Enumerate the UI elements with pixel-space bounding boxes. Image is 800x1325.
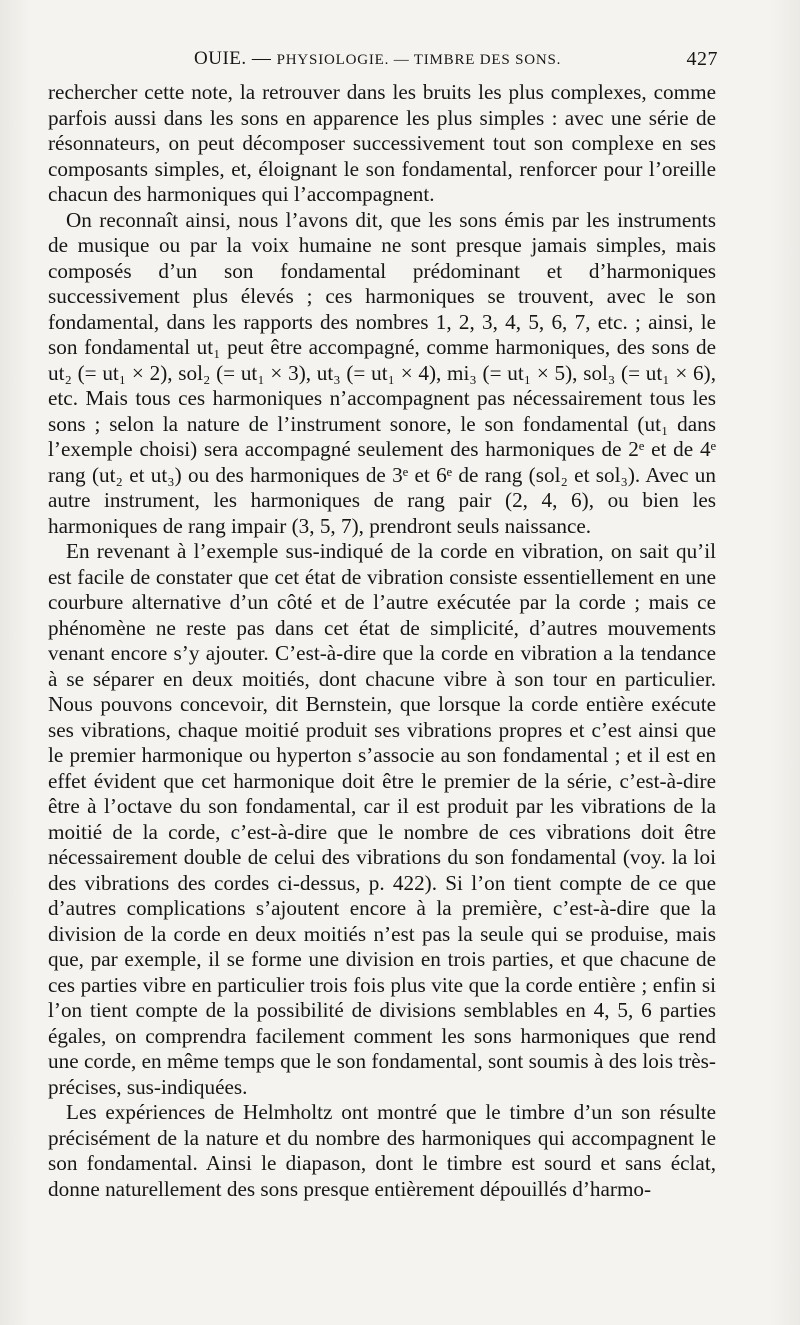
running-title-main: OUIE. —	[194, 48, 277, 69]
paragraph-2: On reconnaît ainsi, nous l’avons dit, que les sons émis par les instruments de musique ou par la voix humaine ne sont presque jamais simples, mais composés d’un son fondamental prédominant et d’harmoniques successivement plus élevés ; ces harmoniques se trouvent, avec le son fondamental, dans les rapports des nombres 1, 2, 3, 4, 5, 6, 7, etc. ; ainsi, le son fondamental ut₁ peut être accompagné, comme harmoniques, des sons de ut₂ (= ut₁ × 2), sol₂ (= ut₁ × 3), ut₃ (= ut₁ × 4), mi₃ (= ut₁ × 5), sol₃ (= ut₁ × 6), etc. Mais tous ces harmoniques n’accompagnent pas nécessairement tous les sons ; selon la nature de l’instrument sonore, le son fondamental (ut₁ dans l’exemple choisi) sera accompagné seulement des harmoniques de 2ᵉ et de 4ᵉ rang (ut₂ et ut₃) ou des harmoniques de 3ᵉ et 6ᵉ de rang (sol₂ et sol₃). Avec un autre instrument, les harmoniques de rang pair (2, 4, 6), ou bien les harmoniques de rang impair (3, 5, 7), prendront seuls naissance.	[48, 207, 716, 538]
running-title	[194, 48, 561, 70]
paragraph-3: En revenant à l’exemple sus-indiqué de la corde en vibration, on sait qu’il est facile de constater que cet état de vibration consiste essentiellement en une courbure alternative d’un côté et de l’autre exécutée par la corde ; mais ce phénomène ne reste pas dans cet état de simplicité, d’autres mouvements venant encore s’y ajouter. C’est-à-dire que la corde en vibration a la tendance à se séparer en deux moitiés, dont chacune vibre à son tour en particulier. Nous pouvons concevoir, dit Bernstein, que lorsque la corde entière exécute ses vibrations, chaque moitié produit ses vibrations propres et c’est ainsi que le premier harmonique ou hyperton s’associe au son fondamental ; et il est en effet évident que cet harmonique doit être le premier de la série, c’est-à-dire être à l’octave du son fondamental, car il est produit par les vibrations de la moitié de la corde, c’est-à-dire que le nombre de ces vibrations doit être nécessairement double de celui des vibrations du son fondamental (voy. la loi des vibrations des cordes ci-dessus, p. 422). Si l’on tient compte de ce que d’autres complications s’ajoutent encore à la première, c’est-à-dire que la division de la corde en deux moitiés n’est pas la seule qui se produise, mais que, par exemple, il se forme une division en trois parties, et que chacune de ces parties vibre en particulier trois fois plus vite que la corde entière ; enfin si l’on tient compte de la possibilité de divisions semblables en 4, 5, 6 parties égales, on comprendra facilement comment les sons harmoniques que rend une corde, en même temps que le son fondamental, sont soumis à des lois très-précises, sus-indiquées.	[48, 539, 716, 1099]
paragraph-1: rechercher cette note, la retrouver dans les bruits les plus complexes, comme parfois aussi dans les sons en apparence les plus simples : avec une série de résonnateurs, on peut décomposer successivement tout son complexe en ses composants simples, et, éloignant le son fondamental, renforcer pour l’oreille chacun des harmoniques qui l’accompagnent.	[48, 80, 716, 206]
page-number: 427	[686, 48, 718, 70]
paragraph-4: Les expériences de Helmholtz ont montré que le timbre d’un son résulte précisément de la nature et du nombre des harmoniques qui accompagnent le son fondamental. Ainsi le diapason, dont le timbre est sourd et sans éclat, donne naturellement des sons presque entièrement dépouillés d’harmo-	[48, 1100, 716, 1201]
body-text	[48, 80, 716, 1202]
running-title-section: PHYSIOLOGIE. — TIMBRE DES SONS.	[276, 52, 562, 68]
running-header	[48, 48, 718, 76]
